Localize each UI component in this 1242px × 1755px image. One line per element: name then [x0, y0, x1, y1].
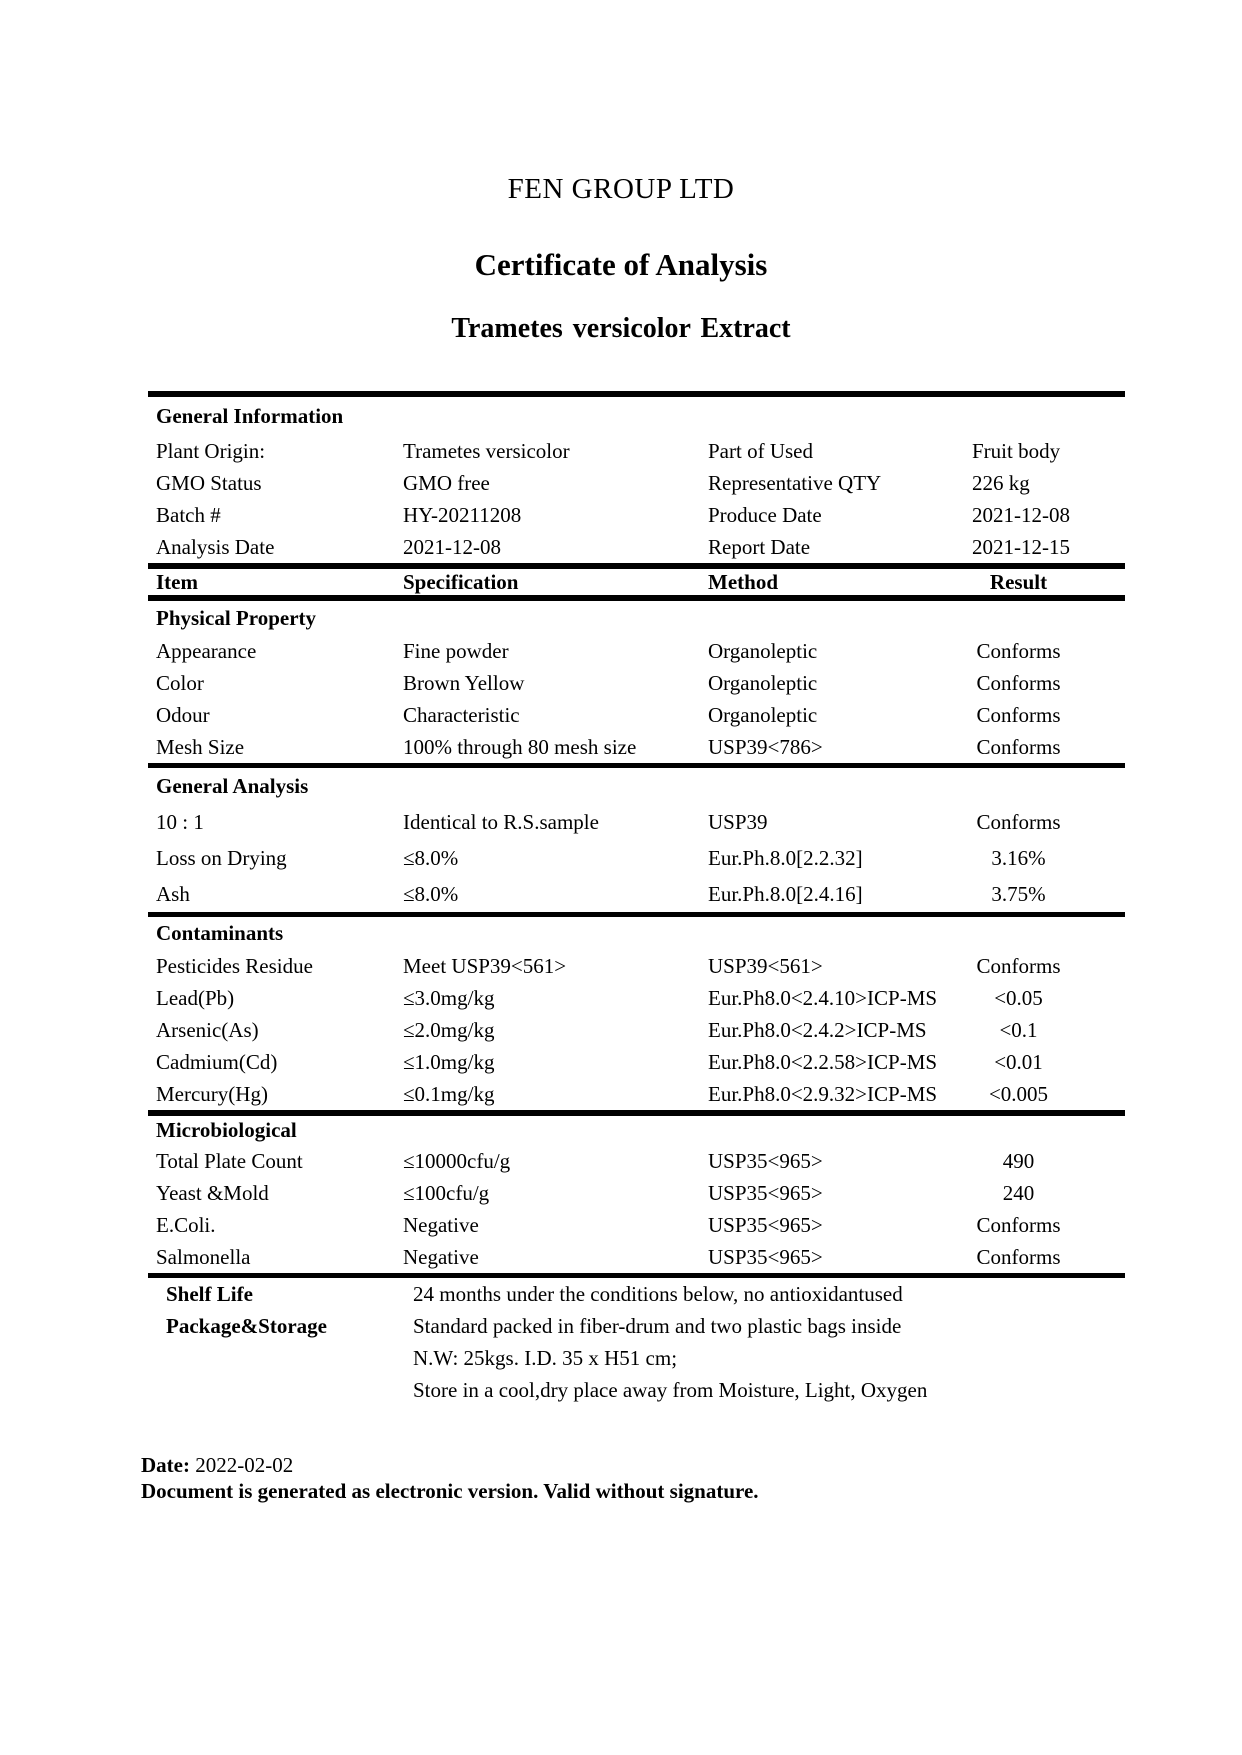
package-storage-label: Package&Storage — [166, 1313, 327, 1338]
table-header-row — [148, 569, 1125, 595]
table-row — [148, 731, 1125, 763]
specification-cell: Identical to R.S.sample — [403, 809, 599, 834]
package-storage-row — [148, 1310, 1125, 1342]
section-title-physical-property: Physical Property — [156, 605, 317, 630]
method-cell: USP39<561> — [708, 953, 823, 978]
item-cell: Lead(Pb) — [156, 985, 235, 1010]
method-cell: Eur.Ph8.0<2.4.2>ICP-MS — [708, 1017, 927, 1042]
gi-label: Analysis Date — [156, 534, 275, 559]
table-row — [148, 1241, 1125, 1273]
package-storage-value: N.W: 25kgs. I.D. 35 x H51 cm; — [413, 1345, 678, 1370]
specification-cell: ≤100cfu/g — [403, 1180, 490, 1205]
result-cell: Conforms — [976, 670, 1061, 695]
general-info-row — [148, 531, 1125, 563]
date-value: 2022-02-02 — [195, 1453, 294, 1477]
result-cell: Conforms — [976, 702, 1061, 727]
result-cell: <0.005 — [988, 1081, 1049, 1106]
gi-value: 2021-12-08 — [972, 502, 1070, 527]
gi-label: GMO Status — [156, 470, 262, 495]
table-row — [148, 982, 1125, 1014]
item-cell: Loss on Drying — [156, 845, 287, 870]
item-cell: Salmonella — [156, 1244, 251, 1269]
section-title-general-information: General Information — [156, 403, 344, 428]
package-storage-value: Standard packed in fiber-drum and two plastic bags inside — [413, 1313, 902, 1338]
product-name: Trametes versicolor Extract — [451, 313, 791, 344]
gi-label: Batch # — [156, 502, 221, 527]
result-cell: 3.75% — [991, 881, 1046, 906]
section-title-contaminants: Contaminants — [156, 921, 284, 945]
specification-cell: Negative — [403, 1244, 479, 1269]
item-cell: E.Coli. — [156, 1212, 216, 1237]
method-cell: Eur.Ph8.0<2.9.32>ICP-MS — [708, 1081, 938, 1106]
item-cell: Odour — [156, 702, 210, 727]
item-cell: Yeast &Mold — [156, 1180, 269, 1205]
specification-cell: ≤8.0% — [403, 845, 459, 870]
item-cell: Ash — [156, 881, 190, 906]
gi-label: Part of Used — [708, 438, 813, 463]
certificate-table — [148, 391, 1125, 1406]
table-row — [148, 699, 1125, 731]
gi-label: Produce Date — [708, 502, 822, 527]
table-row — [148, 667, 1125, 699]
method-cell: USP39 — [708, 809, 768, 834]
item-cell: Color — [156, 670, 204, 695]
package-storage-row — [148, 1374, 1125, 1406]
result-cell: <0.1 — [999, 1017, 1038, 1042]
table-row — [148, 1145, 1125, 1177]
date-row — [141, 1452, 759, 1478]
gi-label: Plant Origin: — [156, 438, 266, 463]
table-row — [148, 876, 1125, 912]
method-cell: USP35<965> — [708, 1180, 823, 1205]
company-name: FEN GROUP LTD — [507, 173, 735, 205]
item-cell: 10 : 1 — [156, 809, 204, 834]
specification-cell: ≤1.0mg/kg — [403, 1049, 495, 1074]
method-cell: Organoleptic — [708, 702, 818, 727]
item-cell: Arsenic(As) — [156, 1017, 259, 1042]
item-cell: Total Plate Count — [156, 1148, 303, 1173]
specification-cell: Negative — [403, 1212, 479, 1237]
item-cell: Cadmium(Cd) — [156, 1049, 278, 1074]
gi-value: 2021-12-08 — [403, 534, 501, 559]
result-cell: Conforms — [976, 638, 1061, 663]
document-title: Certificate of Analysis — [474, 247, 768, 282]
table-row — [148, 1209, 1125, 1241]
package-storage-value: Store in a cool,dry place away from Moisture, Light, Oxygen — [413, 1377, 928, 1402]
table-row — [148, 1046, 1125, 1078]
section-title-microbiological: Microbiological — [156, 1118, 297, 1142]
gi-value: HY-20211208 — [403, 502, 522, 527]
result-cell: Conforms — [976, 953, 1061, 978]
gi-label: Report Date — [708, 534, 811, 559]
item-cell: Mesh Size — [156, 734, 245, 759]
table-row — [148, 840, 1125, 876]
method-cell: USP35<965> — [708, 1212, 823, 1237]
result-cell: Conforms — [976, 734, 1061, 759]
table-row — [148, 1014, 1125, 1046]
table-row — [148, 635, 1125, 667]
specification-cell: ≤2.0mg/kg — [403, 1017, 495, 1042]
result-cell: <0.01 — [994, 1049, 1043, 1074]
specification-cell: ≤0.1mg/kg — [403, 1081, 495, 1106]
table-row — [148, 1078, 1125, 1110]
header-result: Result — [989, 569, 1048, 594]
method-cell: USP35<965> — [708, 1244, 823, 1269]
result-cell: <0.05 — [994, 985, 1043, 1010]
gi-value: 226 kg — [972, 470, 1030, 495]
method-cell: Eur.Ph8.0<2.4.10>ICP-MS — [708, 985, 938, 1010]
result-cell: Conforms — [976, 809, 1061, 834]
method-cell: USP35<965> — [708, 1148, 823, 1173]
result-cell: Conforms — [976, 1212, 1061, 1237]
item-cell: Mercury(Hg) — [156, 1081, 268, 1106]
shelf-life-row — [148, 1278, 1125, 1310]
specification-cell: Brown Yellow — [403, 670, 525, 695]
gi-value: Fruit body — [972, 438, 1061, 463]
date-label: Date: — [141, 1453, 190, 1477]
general-info-row — [148, 499, 1125, 531]
method-cell: Eur.Ph8.0<2.2.58>ICP-MS — [708, 1049, 938, 1074]
specification-cell: 100% through 80 mesh size — [403, 734, 637, 759]
item-cell: Appearance — [156, 638, 257, 663]
general-info-row — [148, 467, 1125, 499]
header-item: Item — [156, 569, 198, 594]
section-title-general-analysis: General Analysis — [156, 773, 309, 798]
specification-cell: ≤10000cfu/g — [403, 1148, 511, 1173]
shelf-life-label: Shelf Life — [166, 1281, 253, 1306]
general-info-row — [148, 435, 1125, 467]
specification-cell: Characteristic — [403, 702, 520, 727]
table-row — [148, 804, 1125, 840]
electronic-version-note: Document is generated as electronic version. Valid without signature. — [141, 1479, 759, 1503]
result-cell: Conforms — [976, 1244, 1061, 1269]
specification-cell: ≤8.0% — [403, 881, 459, 906]
specification-cell: ≤3.0mg/kg — [403, 985, 495, 1010]
specification-cell: Fine powder — [403, 638, 509, 663]
item-cell: Pesticides Residue — [156, 953, 313, 978]
shelf-life-value: 24 months under the conditions below, no antioxidantused — [413, 1281, 903, 1306]
result-cell: 490 — [1002, 1148, 1035, 1173]
gi-label: Representative QTY — [708, 470, 882, 495]
method-cell: Eur.Ph.8.0[2.2.32] — [708, 845, 863, 870]
method-cell: USP39<786> — [708, 734, 823, 759]
method-cell: Organoleptic — [708, 638, 818, 663]
gi-value: 2021-12-15 — [972, 534, 1070, 559]
package-storage-row — [148, 1342, 1125, 1374]
header-method: Method — [708, 569, 778, 594]
table-row — [148, 1177, 1125, 1209]
footer — [141, 1452, 759, 1504]
gi-value: GMO free — [403, 470, 490, 495]
result-cell: 3.16% — [991, 845, 1046, 870]
method-cell: Organoleptic — [708, 670, 818, 695]
method-cell: Eur.Ph.8.0[2.4.16] — [708, 881, 863, 906]
specification-cell: Meet USP39<561> — [403, 953, 567, 978]
header-specification: Specification — [403, 569, 519, 594]
table-row — [148, 950, 1125, 982]
gi-value: Trametes versicolor — [403, 438, 570, 463]
result-cell: 240 — [1002, 1180, 1035, 1205]
